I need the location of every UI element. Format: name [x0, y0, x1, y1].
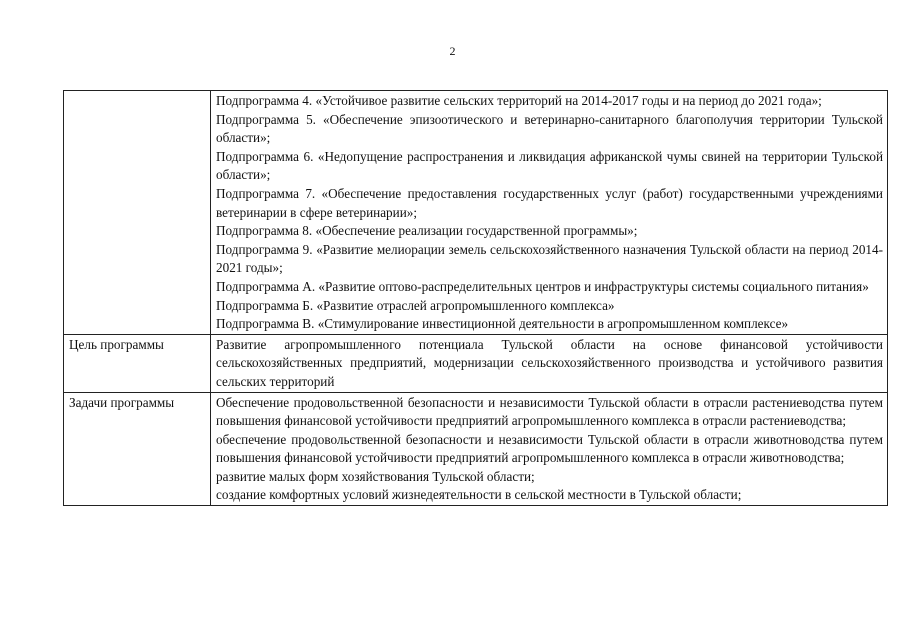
subprogram-8: Подпрограмма 8. «Обеспечение реализации государственной программы»; [216, 223, 638, 239]
goal-label: Цель программы [64, 334, 211, 392]
task-item-3: развитие малых форм хозяйствования Тульской области; [216, 468, 535, 484]
goal-content-cell [211, 334, 888, 392]
table-row-goal [64, 334, 888, 392]
task-item-1: Обеспечение продовольственной безопасности и независимости Тульской области в отрасли растениеводства путем повышения финансовой устойчивости предприятий агропромышленного комплекса в отрасли растениеводства; [216, 394, 883, 429]
program-passport-table [63, 90, 888, 506]
subprogram-v: Подпрограмма В. «Стимулирование инвестиционной деятельности в агропромышленном комплексе» [216, 316, 789, 332]
subprograms-content-cell [211, 91, 888, 335]
subprogram-5: Подпрограмма 5. «Обеспечение эпизоотического и ветеринарно-санитарного благополучия территории Тульской области»; [216, 111, 883, 146]
table-row-subprograms [64, 91, 888, 335]
goal-text: Развитие агропромышленного потенциала Тульской области на основе финансовой устойчивости сельскохозяйственных предприятий, модернизации сельскохозяйственного производства и устойчивого развития сельских территорий [216, 336, 883, 389]
subprogram-9: Подпрограмма 9. «Развитие мелиорации земель сельскохозяйственного назначения Тульской области на период 2014-2021 годы»; [216, 241, 883, 276]
table-row-tasks [64, 392, 888, 506]
subprogram-a: Подпрограмма А. «Развитие оптово-распределительных центров и инфраструктуры системы социального питания» [216, 278, 869, 294]
subprogram-6: Подпрограмма 6. «Недопущение распространения и ликвидация африканской чумы свиней на территории Тульской области»; [216, 148, 883, 183]
tasks-label: Задачи программы [64, 392, 211, 506]
subprograms-label-cell [64, 91, 211, 335]
subprogram-b: Подпрограмма Б. «Развитие отраслей агропромышленного комплекса» [216, 297, 615, 313]
task-item-4: создание комфортных условий жизнедеятельности в сельской местности в Тульской области; [216, 487, 742, 503]
subprogram-4: Подпрограмма 4. «Устойчивое развитие сельских территорий на 2014-2017 годы и на период до 2021 года»; [216, 93, 822, 108]
subprogram-7: Подпрограмма 7. «Обеспечение предоставления государственных услуг (работ) государственными учреждениями ветеринарии в сфере ветеринарии»; [216, 185, 883, 220]
page-number: 2 [449, 44, 456, 58]
tasks-content-cell [211, 392, 888, 506]
task-item-2: обеспечение продовольственной безопасности и независимости Тульской области в отрасли животноводства путем повышения финансовой устойчивости предприятий агропромышленного комплекса в отрасли животноводства; [216, 431, 883, 466]
